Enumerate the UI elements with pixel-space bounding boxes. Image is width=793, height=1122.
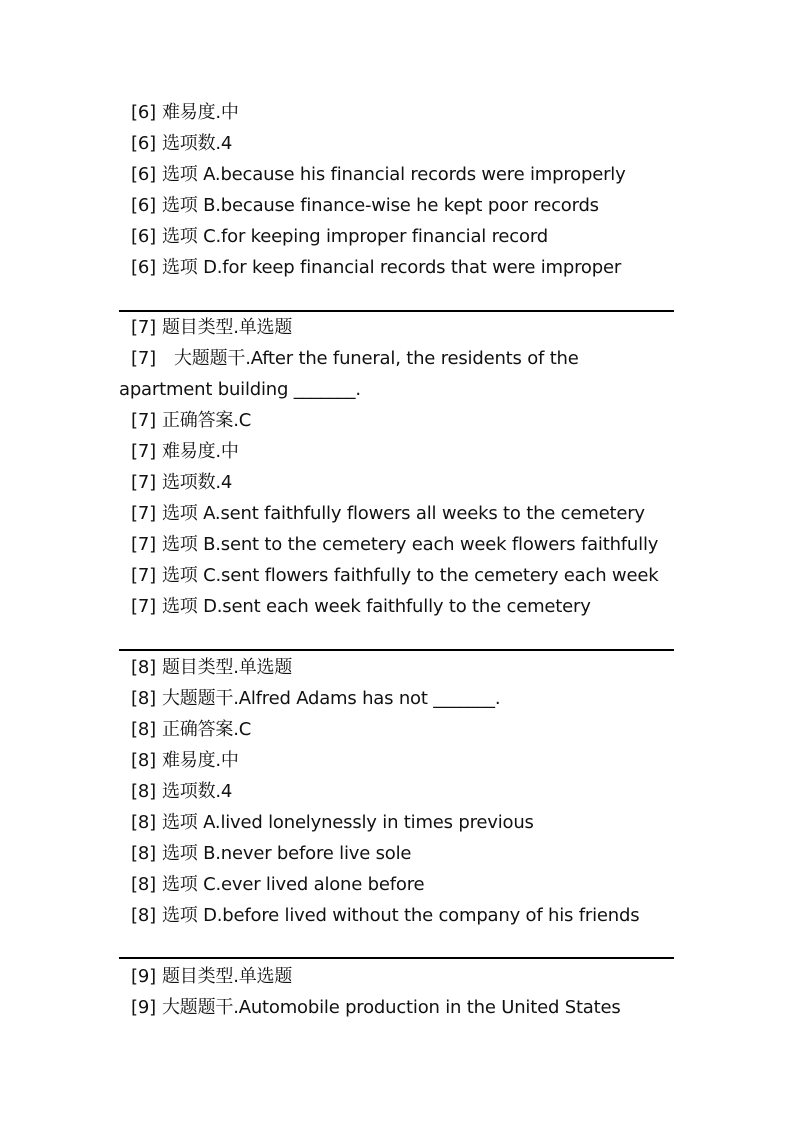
q6-option-c: 选项 C.for keeping improper financial record: [162, 226, 548, 247]
q8-number: [8]: [131, 657, 156, 678]
q8-option-c-line: [119, 869, 674, 900]
q6-option-c-line: [119, 221, 674, 252]
q9-type-line: [119, 961, 674, 992]
q7-type: 题目类型.单选题: [162, 317, 293, 338]
q7-stem-line: [119, 343, 674, 405]
q8-number: [8]: [131, 874, 156, 895]
q8-option-c: 选项 C.ever lived alone before: [162, 874, 425, 895]
q7-stem: 大题题干.After the funeral, the residents of the apartment building _______.: [119, 348, 579, 400]
question-9-block: [119, 961, 674, 1023]
q7-option-d: 选项 D.sent each week faithfully to the cemetery: [162, 596, 591, 617]
q6-option-b-line: [119, 190, 674, 221]
q8-number: [8]: [131, 812, 156, 833]
q6-option-count: 选项数.4: [162, 133, 233, 154]
q7-answer-line: [119, 405, 674, 436]
q7-number: [7]: [131, 565, 156, 586]
q8-option-a-line: [119, 807, 674, 838]
q7-option-d-line: [119, 591, 674, 622]
q7-option-c-line: [119, 560, 674, 591]
q8-number: [8]: [131, 750, 156, 771]
section-divider: [119, 649, 674, 651]
q9-number: [9]: [131, 966, 156, 987]
q7-option-a: 选项 A.sent faithfully flowers all weeks to the cemetery: [162, 503, 645, 524]
q6-option-a: 选项 A.because his financial records were improperly: [162, 164, 626, 185]
q6-number: [6]: [131, 102, 156, 123]
q9-stem-line: [119, 992, 674, 1023]
q7-number: [7]: [131, 534, 156, 555]
q6-number: [6]: [131, 257, 156, 278]
q8-option-d-line: [119, 900, 674, 931]
q6-option-d-line: [119, 252, 674, 283]
q7-number: [7]: [131, 317, 156, 338]
q7-option-count: 选项数.4: [162, 472, 233, 493]
q6-option-a-line: [119, 159, 674, 190]
q6-difficulty: 难易度.中: [162, 102, 239, 123]
q7-option-a-line: [119, 498, 674, 529]
q8-number: [8]: [131, 688, 156, 709]
q6-number: [6]: [131, 195, 156, 216]
q7-option-c: 选项 C.sent flowers faithfully to the cemetery each week: [162, 565, 659, 586]
q7-answer: 正确答案.C: [162, 410, 252, 431]
section-divider: [119, 957, 674, 959]
q6-number: [6]: [131, 164, 156, 185]
q9-type: 题目类型.单选题: [162, 966, 293, 987]
q7-number: [7]: [131, 348, 156, 369]
q8-option-count-line: [119, 776, 674, 807]
q7-option-b: 选项 B.sent to the cemetery each week flowers faithfully: [162, 534, 659, 555]
q8-number: [8]: [131, 843, 156, 864]
q7-number: [7]: [131, 441, 156, 462]
q6-option-d: 选项 D.for keep financial records that were improper: [162, 257, 622, 278]
q8-type-line: [119, 652, 674, 683]
question-6-block: [119, 97, 674, 283]
question-7-block: [119, 312, 674, 622]
q6-number: [6]: [131, 133, 156, 154]
q9-stem: 大题题干.Automobile production in the United States: [162, 997, 621, 1018]
q8-option-count: 选项数.4: [162, 781, 233, 802]
q7-difficulty-line: [119, 436, 674, 467]
q6-difficulty-line: [119, 97, 674, 128]
q8-option-b-line: [119, 838, 674, 869]
q8-number: [8]: [131, 719, 156, 740]
q8-type: 题目类型.单选题: [162, 657, 293, 678]
q7-option-b-line: [119, 529, 674, 560]
q7-option-count-line: [119, 467, 674, 498]
q8-option-a: 选项 A.lived lonelynessly in times previous: [162, 812, 534, 833]
q7-number: [7]: [131, 472, 156, 493]
q8-stem: 大题题干.Alfred Adams has not _______.: [162, 688, 501, 709]
q6-option-count-line: [119, 128, 674, 159]
q8-option-b: 选项 B.never before live sole: [162, 843, 412, 864]
q7-type-line: [119, 312, 674, 343]
q8-difficulty-line: [119, 745, 674, 776]
q8-difficulty: 难易度.中: [162, 750, 239, 771]
q8-option-d: 选项 D.before lived without the company of his friends: [162, 905, 640, 926]
question-8-block: [119, 652, 674, 931]
q8-number: [8]: [131, 905, 156, 926]
q9-number: [9]: [131, 997, 156, 1018]
q8-number: [8]: [131, 781, 156, 802]
q8-stem-line: [119, 683, 674, 714]
q7-number: [7]: [131, 410, 156, 431]
q8-answer-line: [119, 714, 674, 745]
q7-difficulty: 难易度.中: [162, 441, 239, 462]
q7-number: [7]: [131, 596, 156, 617]
q6-number: [6]: [131, 226, 156, 247]
q6-option-b: 选项 B.because finance-wise he kept poor records: [162, 195, 599, 216]
q8-answer: 正确答案.C: [162, 719, 252, 740]
q7-number: [7]: [131, 503, 156, 524]
